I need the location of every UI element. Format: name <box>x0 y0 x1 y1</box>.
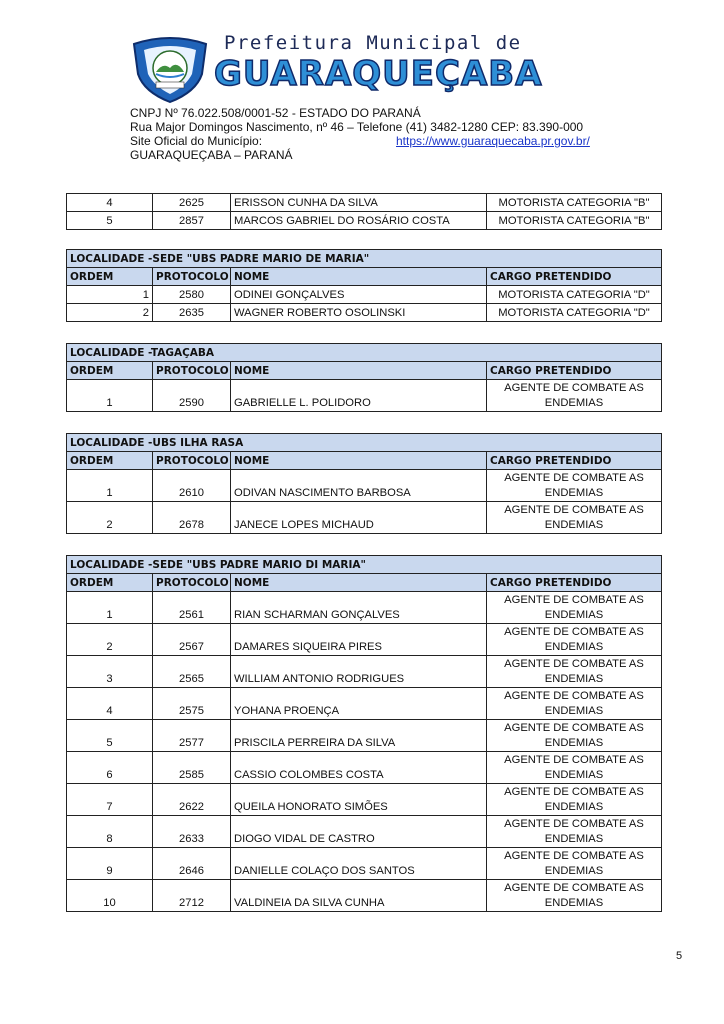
col-header-nome: NOME <box>231 452 487 470</box>
cell-nome: DIOGO VIDAL DE CASTRO <box>231 816 487 848</box>
cell-cargo <box>487 848 662 880</box>
table-sede-mario-di-maria <box>66 555 662 912</box>
cargo-line-1: AGENTE DE COMBATE AS <box>504 594 644 606</box>
cell-ordem: 2 <box>67 304 153 322</box>
cell-nome: CASSIO COLOMBES COSTA <box>231 752 487 784</box>
cell-cargo: MOTORISTA CATEGORIA "D" <box>487 286 662 304</box>
cargo-line-1: AGENTE DE COMBATE AS <box>504 626 644 638</box>
cell-protocolo: 2567 <box>153 624 231 656</box>
table-row <box>67 380 662 412</box>
cell-ordem: 6 <box>67 752 153 784</box>
col-header-ordem: ORDEM <box>67 574 153 592</box>
cargo-line-2: ENDEMIAS <box>544 641 604 653</box>
cell-nome: ODIVAN NASCIMENTO BARBOSA <box>231 470 487 502</box>
cargo-line-1: AGENTE DE COMBATE AS <box>504 754 644 766</box>
col-header-ordem: ORDEM <box>67 268 153 286</box>
localidade-heading: LOCALIDADE -UBS ILHA RASA <box>67 434 662 452</box>
table-row <box>67 592 662 624</box>
header-title-big: GUARAQUEÇABA <box>214 54 543 94</box>
cargo-line-1: AGENTE DE COMBATE AS <box>504 850 644 862</box>
table-row <box>67 880 662 912</box>
cell-nome: ODINEI GONÇALVES <box>231 286 487 304</box>
cell-ordem: 4 <box>67 194 153 212</box>
cell-protocolo: 2633 <box>153 816 231 848</box>
site-link[interactable]: https://www.guaraquecaba.pr.gov.br/ <box>396 134 590 148</box>
cell-ordem: 9 <box>67 848 153 880</box>
cell-protocolo: 2622 <box>153 784 231 816</box>
col-header-nome: NOME <box>231 362 487 380</box>
cell-protocolo: 2635 <box>153 304 231 322</box>
cell-nome: GABRIELLE L. POLIDORO <box>231 380 487 412</box>
cell-cargo <box>487 380 662 412</box>
col-header-protocolo: PROTOCOLO <box>153 574 231 592</box>
cell-cargo <box>487 624 662 656</box>
cell-nome: MARCOS GABRIEL DO ROSÁRIO COSTA <box>231 212 487 230</box>
cargo-line-1: AGENTE DE COMBATE AS <box>504 786 644 798</box>
table-row <box>67 816 662 848</box>
cell-ordem: 4 <box>67 688 153 720</box>
table-row <box>67 502 662 534</box>
cell-ordem: 1 <box>67 286 153 304</box>
table-row <box>67 752 662 784</box>
cargo-line-2: ENDEMIAS <box>544 897 604 909</box>
cell-ordem: 2 <box>67 624 153 656</box>
cell-nome: QUEILA HONORATO SIMÕES <box>231 784 487 816</box>
col-header-protocolo: PROTOCOLO <box>153 268 231 286</box>
table-sede-mario-de-maria <box>66 249 662 322</box>
col-header-ordem: ORDEM <box>67 362 153 380</box>
cargo-line-1: AGENTE DE COMBATE AS <box>504 472 644 484</box>
cell-protocolo: 2577 <box>153 720 231 752</box>
cell-cargo <box>487 502 662 534</box>
cell-cargo: MOTORISTA CATEGORIA "D" <box>487 304 662 322</box>
col-header-ordem: ORDEM <box>67 452 153 470</box>
cell-cargo <box>487 752 662 784</box>
cell-nome: YOHANA PROENÇA <box>231 688 487 720</box>
cell-protocolo: 2646 <box>153 848 231 880</box>
table-row <box>67 784 662 816</box>
cell-cargo <box>487 470 662 502</box>
cell-ordem: 1 <box>67 592 153 624</box>
cargo-line-1: AGENTE DE COMBATE AS <box>504 818 644 830</box>
cell-nome: RIAN SCHARMAN GONÇALVES <box>231 592 487 624</box>
table-row <box>67 720 662 752</box>
cell-ordem: 8 <box>67 816 153 848</box>
cell-cargo <box>487 816 662 848</box>
cargo-line-1: AGENTE DE COMBATE AS <box>504 382 644 394</box>
table-row <box>67 304 662 322</box>
cell-cargo: MOTORISTA CATEGORIA "B" <box>487 194 662 212</box>
header-cnpj-line: CNPJ Nº 76.022.508/0001-52 - ESTADO DO PARANÁ <box>130 106 421 120</box>
cargo-line-2: ENDEMIAS <box>544 833 604 845</box>
cell-protocolo: 2625 <box>153 194 231 212</box>
cell-cargo <box>487 688 662 720</box>
cell-nome: WILLIAM ANTONIO RODRIGUES <box>231 656 487 688</box>
cell-cargo <box>487 784 662 816</box>
cell-ordem: 5 <box>67 720 153 752</box>
cell-ordem: 1 <box>67 380 153 412</box>
cargo-line-2: ENDEMIAS <box>544 487 604 499</box>
cargo-line-2: ENDEMIAS <box>544 769 604 781</box>
cell-protocolo: 2561 <box>153 592 231 624</box>
col-header-cargo: CARGO PRETENDIDO <box>487 268 662 286</box>
table-row <box>67 848 662 880</box>
table-row <box>67 688 662 720</box>
cell-protocolo: 2712 <box>153 880 231 912</box>
cell-nome: ERISSON CUNHA DA SILVA <box>231 194 487 212</box>
cell-ordem: 3 <box>67 656 153 688</box>
table4-body <box>67 592 662 912</box>
table-row <box>67 656 662 688</box>
localidade-heading: LOCALIDADE -TAGAÇABA <box>67 344 662 362</box>
header-title-small: Prefeitura Municipal de <box>224 32 522 54</box>
cell-ordem: 1 <box>67 470 153 502</box>
cell-protocolo: 2678 <box>153 502 231 534</box>
cell-cargo <box>487 656 662 688</box>
cell-nome: DANIELLE COLAÇO DOS SANTOS <box>231 848 487 880</box>
header-city-line: GUARAQUEÇABA – PARANÁ <box>130 148 293 162</box>
col-header-nome: NOME <box>231 574 487 592</box>
cell-nome: JANECE LOPES MICHAUD <box>231 502 487 534</box>
cargo-line-2: ENDEMIAS <box>544 865 604 877</box>
cargo-line-2: ENDEMIAS <box>544 397 604 409</box>
table-row <box>67 212 662 230</box>
cell-protocolo: 2585 <box>153 752 231 784</box>
cargo-line-1: AGENTE DE COMBATE AS <box>504 882 644 894</box>
municipal-crest-logo <box>130 34 210 104</box>
cell-protocolo: 2610 <box>153 470 231 502</box>
header-site-line <box>130 134 590 148</box>
cargo-line-2: ENDEMIAS <box>544 673 604 685</box>
cell-ordem: 5 <box>67 212 153 230</box>
table-tagacaba <box>66 343 662 412</box>
cargo-line-2: ENDEMIAS <box>544 519 604 531</box>
cell-ordem: 7 <box>67 784 153 816</box>
cargo-line-2: ENDEMIAS <box>544 705 604 717</box>
col-header-protocolo: PROTOCOLO <box>153 452 231 470</box>
cargo-line-2: ENDEMIAS <box>544 737 604 749</box>
continuation-table <box>66 193 662 230</box>
cell-protocolo: 2575 <box>153 688 231 720</box>
col-header-protocolo: PROTOCOLO <box>153 362 231 380</box>
cargo-line-1: AGENTE DE COMBATE AS <box>504 722 644 734</box>
col-header-cargo: CARGO PRETENDIDO <box>487 574 662 592</box>
page-number: 5 <box>676 950 683 962</box>
table-row <box>67 194 662 212</box>
table-row <box>67 286 662 304</box>
localidade-heading: LOCALIDADE -SEDE "UBS PADRE MARIO DI MARIA" <box>67 556 662 574</box>
cargo-line-1: AGENTE DE COMBATE AS <box>504 504 644 516</box>
cell-protocolo: 2580 <box>153 286 231 304</box>
cell-nome: WAGNER ROBERTO OSOLINSKI <box>231 304 487 322</box>
cell-protocolo: 2590 <box>153 380 231 412</box>
cell-cargo <box>487 720 662 752</box>
cell-ordem: 10 <box>67 880 153 912</box>
col-header-cargo: CARGO PRETENDIDO <box>487 362 662 380</box>
header-address-line: Rua Major Domingos Nascimento, nº 46 – Telefone (41) 3482-1280 CEP: 83.390-000 <box>130 120 584 134</box>
col-header-nome: NOME <box>231 268 487 286</box>
cell-protocolo: 2857 <box>153 212 231 230</box>
localidade-heading: LOCALIDADE -SEDE "UBS PADRE MARIO DE MARIA" <box>67 250 662 268</box>
cell-cargo <box>487 880 662 912</box>
cargo-line-2: ENDEMIAS <box>544 801 604 813</box>
cargo-line-1: AGENTE DE COMBATE AS <box>504 690 644 702</box>
table-ilha-rasa <box>66 433 662 534</box>
cell-nome: VALDINEIA DA SILVA CUNHA <box>231 880 487 912</box>
table-row <box>67 624 662 656</box>
cargo-line-2: ENDEMIAS <box>544 609 604 621</box>
cell-cargo: MOTORISTA CATEGORIA "B" <box>487 212 662 230</box>
cell-cargo <box>487 592 662 624</box>
table-row <box>67 470 662 502</box>
col-header-cargo: CARGO PRETENDIDO <box>487 452 662 470</box>
cargo-line-1: AGENTE DE COMBATE AS <box>504 658 644 670</box>
cell-protocolo: 2565 <box>153 656 231 688</box>
cell-nome: DAMARES SIQUEIRA PIRES <box>231 624 487 656</box>
cell-nome: PRISCILA PERREIRA DA SILVA <box>231 720 487 752</box>
site-label: Site Oficial do Município: <box>130 134 263 148</box>
cell-ordem: 2 <box>67 502 153 534</box>
